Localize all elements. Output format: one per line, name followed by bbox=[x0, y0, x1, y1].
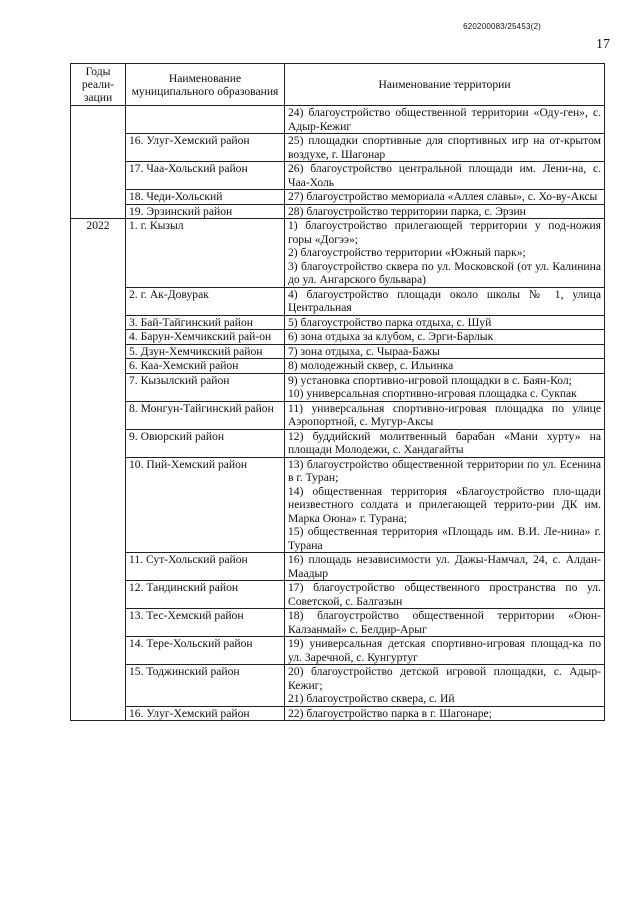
cell-year bbox=[71, 106, 126, 219]
table-row bbox=[71, 429, 605, 457]
territory-item: 26) благоустройство центральной площади им. Лени-на, с. Чаа-Холь bbox=[288, 162, 601, 189]
cell-municipality: 9. Овюрский район bbox=[126, 429, 285, 457]
table-row bbox=[71, 609, 605, 637]
territory-item: 18) благоустройство общественной территории «Оюн-Калзанмай» с. Белдир-Арыг bbox=[288, 609, 601, 636]
cell-territory bbox=[285, 401, 605, 429]
territory-item: 13) благоустройство общественной территории по ул. Есенина в г. Туран; bbox=[288, 457, 601, 484]
territory-item: 24) благоустройство общественной территории «Оду-ген», с. Адыр-Кежиг bbox=[288, 106, 601, 133]
cell-territory bbox=[285, 706, 605, 721]
table-row bbox=[71, 553, 605, 581]
territory-item: 6) зона отдыха за клубом, с. Эрги-Барлык bbox=[288, 330, 494, 343]
cell-territory bbox=[285, 359, 605, 374]
table-row bbox=[71, 706, 605, 721]
cell-municipality: 18. Чеди-Хольский bbox=[126, 190, 285, 205]
header-years: Годы реали-зации bbox=[71, 64, 126, 106]
territory-item: 5) благоустройство парка отдыха, с. Шуй bbox=[288, 315, 492, 329]
table-row bbox=[71, 330, 605, 345]
cell-territory bbox=[285, 637, 605, 665]
cell-municipality: 1. г. Кызыл bbox=[126, 219, 285, 288]
territory-item: 1) благоустройство прилегающей территории у под-ножия горы «Догээ»; bbox=[288, 219, 601, 246]
page-number: 17 bbox=[596, 37, 610, 52]
table-row bbox=[71, 219, 605, 288]
cell-municipality: 14. Тере-Хольский район bbox=[126, 637, 285, 665]
table-row bbox=[71, 373, 605, 401]
table-row bbox=[71, 106, 605, 134]
cell-municipality: 8. Монгун-Тайгинский район bbox=[126, 401, 285, 429]
table-row bbox=[71, 457, 605, 553]
territory-item: 17) благоустройство общественного пространства по ул. Советской, с. Балгазын bbox=[288, 581, 601, 608]
cell-municipality: 11. Сут-Хольский район bbox=[126, 553, 285, 581]
cell-territory bbox=[285, 190, 605, 205]
cell-municipality: 16. Улуг-Хемский район bbox=[126, 706, 285, 721]
territory-item: 27) благоустройство мемориала «Аллея славы», с. Хо-ву-Аксы bbox=[288, 190, 598, 203]
territory-item: 20) благоустройство детской игровой площадки, с. Адыр-Кежиг; bbox=[288, 665, 601, 692]
cell-territory bbox=[285, 553, 605, 581]
header-municipality: Наименование муниципального образования bbox=[126, 64, 285, 106]
cell-territory bbox=[285, 344, 605, 359]
cell-territory bbox=[285, 373, 605, 401]
cell-municipality: 3. Бай-Тайгинский район bbox=[126, 315, 285, 330]
cell-territory bbox=[285, 315, 605, 330]
table-row bbox=[71, 344, 605, 359]
cell-municipality: 13. Тес-Хемский район bbox=[126, 609, 285, 637]
territory-item: 7) зона отдыха, с. Чыраа-Бажы bbox=[288, 344, 440, 358]
cell-municipality: 6. Каа-Хемский район bbox=[126, 359, 285, 374]
territory-item: 22) благоустройство парка в г. Шагонаре; bbox=[288, 706, 492, 720]
table-row bbox=[71, 134, 605, 162]
table-row bbox=[71, 359, 605, 374]
cell-year: 2022 bbox=[71, 219, 126, 721]
table-row bbox=[71, 581, 605, 609]
cell-territory bbox=[285, 219, 605, 288]
territory-item: 2) благоустройство территории «Южный парк»; bbox=[288, 246, 526, 259]
table-row bbox=[71, 665, 605, 707]
table-row bbox=[71, 162, 605, 190]
table-body bbox=[71, 106, 605, 721]
territory-item: 21) благоустройство сквера, с. Ий bbox=[288, 692, 455, 705]
cell-municipality: 17. Чаа-Хольский район bbox=[126, 162, 285, 190]
territory-item: 14) общественная территория «Благоустройство пло-щади неизвестного солдата и прилегающей террито-рии ДК им. Марка Оюна» г. Турана; bbox=[288, 484, 601, 525]
cell-territory bbox=[285, 134, 605, 162]
territory-item: 10) универсальная спортивно-игровая площадка с. Сукпак bbox=[288, 387, 577, 400]
territory-item: 4) благоустройство площади около школы № 1, улица Центральная bbox=[288, 287, 601, 314]
cell-municipality: 2. г. Ак-Довурак bbox=[126, 287, 285, 315]
table-row bbox=[71, 401, 605, 429]
cell-territory bbox=[285, 204, 605, 219]
table-header-row bbox=[71, 64, 605, 106]
table-row bbox=[71, 315, 605, 330]
cell-territory bbox=[285, 581, 605, 609]
territory-item: 19) универсальная детская спортивно-игровая площад-ка по ул. Заречной, с. Кунгуртуг bbox=[288, 637, 601, 664]
territory-item: 16) площадь независимости ул. Дажы-Намчал, 24, с. Алдан-Маадыр bbox=[288, 553, 601, 580]
cell-municipality: 7. Кызылский район bbox=[126, 373, 285, 401]
cell-municipality: 4. Барун-Хемчикский рай-он bbox=[126, 330, 285, 345]
table-row bbox=[71, 287, 605, 315]
cell-territory bbox=[285, 665, 605, 707]
cell-territory bbox=[285, 330, 605, 345]
territories-table bbox=[70, 63, 605, 721]
cell-municipality: 12. Тандинский район bbox=[126, 581, 285, 609]
cell-municipality: 10. Пий-Хемский район bbox=[126, 457, 285, 553]
cell-municipality bbox=[126, 106, 285, 134]
cell-territory bbox=[285, 429, 605, 457]
cell-municipality: 19. Эрзинский район bbox=[126, 204, 285, 219]
territory-item: 8) молодежный сквер, с. Ильинка bbox=[288, 359, 454, 372]
cell-municipality: 5. Дзун-Хемчикский район bbox=[126, 344, 285, 359]
territory-item: 12) буддийский молитвенный барабан «Мани хурту» на площади Молодежи, с. Хандагайты bbox=[288, 429, 601, 456]
territory-item: 11) универсальная спортивно-игровая площадка по улице Аэропортной, с. Мугур-Аксы bbox=[288, 401, 601, 428]
territory-item: 15) общественная территория «Площадь им. В.И. Ле-нина» г. Турана bbox=[288, 525, 601, 552]
cell-municipality: 16. Улуг-Хемский район bbox=[126, 134, 285, 162]
cell-territory bbox=[285, 287, 605, 315]
table-row bbox=[71, 190, 605, 205]
territory-item: 25) площадки спортивные для спортивных игр на от-крытом воздухе, г. Шагонар bbox=[288, 134, 601, 161]
table-row bbox=[71, 204, 605, 219]
cell-municipality: 15. Тоджинский район bbox=[126, 665, 285, 707]
territory-item: 9) установка спортивно-игровой площадки в с. Баян-Кол; bbox=[288, 373, 572, 387]
cell-territory bbox=[285, 457, 605, 553]
table-row bbox=[71, 637, 605, 665]
header-territory: Наименование территории bbox=[285, 64, 605, 106]
territory-item: 28) благоустройство территории парка, с. Эрзин bbox=[288, 204, 526, 218]
cell-territory bbox=[285, 609, 605, 637]
cell-territory bbox=[285, 106, 605, 134]
document-id: 620200083/25453(2) bbox=[463, 22, 541, 31]
cell-territory bbox=[285, 162, 605, 190]
territory-item: 3) благоустройство сквера по ул. Московской (от ул. Калинина до ул. Ангарского бульвара) bbox=[288, 259, 601, 286]
